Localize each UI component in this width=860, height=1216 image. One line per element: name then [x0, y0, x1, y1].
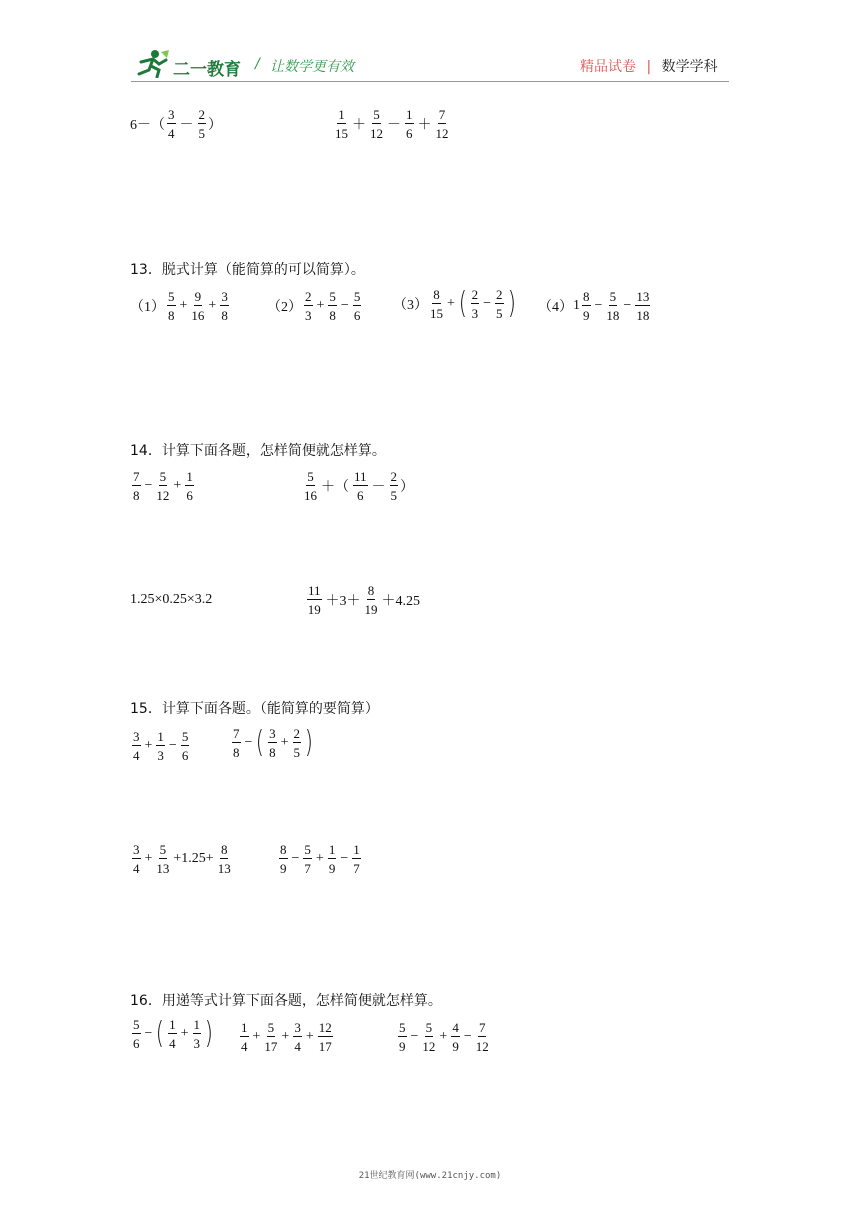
fraction: $\frac{3}{4}$: [133, 729, 140, 763]
header-subject: 数学学科: [661, 59, 718, 75]
q16-expression-1: $\frac{5}{6}$ − ( $\frac{1}{4}$ + $\frac{1}{3}$ ): [133, 1016, 213, 1051]
fraction: $\frac{5}{8}$: [329, 289, 336, 323]
q15-expression-1: $\frac{3}{4}$ + $\frac{1}{3}$ − $\frac{5}{6}$: [133, 729, 189, 763]
fraction: $\frac{11}{19}$: [307, 583, 321, 617]
q13-part-2: （2） $\frac{2}{3}$ + $\frac{5}{8}$ − $\frac{5}{6}$: [267, 289, 361, 323]
fraction: $\frac{2}{3}$: [305, 289, 312, 323]
fraction: $\frac{3}{4}$: [133, 842, 140, 876]
fraction: $\frac{5}{12}$: [422, 1020, 436, 1054]
fraction: $\frac{5}{12}$: [370, 107, 383, 141]
fraction: $\frac{1}{4}$: [241, 1020, 248, 1054]
header-bar: |: [646, 59, 652, 75]
fraction: $\frac{2}{5}$: [293, 726, 301, 760]
fraction: $\frac{3}{4}$: [168, 107, 175, 141]
header-slogan: 让数学更有效: [270, 59, 354, 75]
header-separator: /: [255, 56, 260, 72]
question-14-title: 14．计算下面各题，怎样简便就怎样算。: [130, 443, 386, 459]
q13-part-3: （3） $\frac{8}{15}$ + ( $\frac{2}{3}$ − $\frac{2}{5}$ ): [393, 286, 516, 321]
fraction: $\frac{5}{18}$: [606, 289, 620, 323]
q14-expression-2: $\frac{5}{16}$ ＋（ $\frac{11}{6}$ － $\frac{2}{5}$ ）: [304, 469, 415, 503]
top-expression-2: $\frac{1}{15}$ ＋ $\frac{5}{12}$ － $\frac{1}{6}$ ＋ $\frac{7}{12}$: [335, 107, 449, 141]
fraction: $\frac{1}{3}$: [193, 1017, 201, 1051]
fraction: $\frac{2}{5}$: [198, 107, 205, 141]
fraction: $\frac{1}{6}$: [186, 469, 193, 503]
q14-expression-1: $\frac{7}{8}$ − $\frac{5}{12}$ + $\frac{1}{6}$: [133, 469, 193, 503]
fraction: $\frac{5}{13}$: [156, 842, 170, 876]
question-15-title: 15．计算下面各题。（能简算的要简算）: [130, 701, 379, 717]
header-divider: [131, 81, 729, 82]
fraction: $\frac{7}{12}$: [435, 107, 449, 141]
fraction: $\frac{7}{8}$: [133, 469, 140, 503]
fraction: $\frac{1}{15}$: [335, 107, 348, 141]
q14-expression-3: 1.25×0.25×3.2: [130, 592, 213, 607]
q16-expression-3: $\frac{5}{9}$ − $\frac{5}{12}$ + $\frac{4}{9}$ − $\frac{7}{12}$: [399, 1020, 489, 1054]
fraction: $\frac{2}{5}$: [390, 469, 398, 503]
fraction: $\frac{1}{6}$: [406, 107, 413, 141]
fraction: $\frac{1}{7}$: [353, 842, 360, 876]
fraction: $\frac{8}{15}$: [430, 287, 443, 321]
q14-expression-4: $\frac{11}{19}$ ＋3＋ $\frac{8}{19}$ ＋4.25: [307, 583, 421, 617]
header-tag-premium: 精品试卷: [580, 59, 636, 75]
q13-part-4: （4） 1 $\frac{8}{9}$ − $\frac{5}{18}$ − $\frac{13}{18}$: [538, 289, 650, 323]
fraction: $\frac{1}{3}$: [157, 729, 164, 763]
fraction: $\frac{8}{13}$: [217, 842, 231, 876]
fraction: $\frac{5}{16}$: [304, 469, 317, 503]
logo-text: 二一教育: [173, 60, 241, 80]
fraction: $\frac{4}{9}$: [452, 1020, 459, 1054]
logo: [133, 48, 173, 78]
fraction: $\frac{5}{6}$: [181, 729, 189, 763]
q15-expression-3: $\frac{3}{4}$ + $\frac{5}{13}$ +1.25+ $\frac{8}{13}$: [133, 842, 231, 876]
q13-part-1: （1） $\frac{5}{8}$ + $\frac{9}{16}$ + $\frac{3}{8}$: [130, 289, 228, 323]
fraction: $\frac{5}{8}$: [168, 289, 175, 323]
fraction: $\frac{1}{9}$: [328, 842, 336, 876]
fraction: $\frac{5}{6}$: [133, 1017, 140, 1051]
fraction: $\frac{8}{19}$: [364, 583, 378, 617]
fraction: $\frac{8}{9}$: [583, 289, 590, 323]
header-right: [580, 56, 718, 76]
fraction: $\frac{5}{17}$: [264, 1020, 278, 1054]
fraction: $\frac{1}{4}$: [169, 1017, 176, 1051]
fraction: $\frac{11}{6}$: [354, 469, 367, 503]
fraction: $\frac{5}{12}$: [156, 469, 170, 503]
fraction: $\frac{2}{5}$: [496, 287, 503, 321]
fraction: $\frac{3}{8}$: [269, 726, 276, 760]
fraction: $\frac{3}{4}$: [294, 1020, 301, 1054]
fraction: $\frac{8}{9}$: [280, 842, 287, 876]
fraction: $\frac{5}{6}$: [353, 289, 361, 323]
fraction: $\frac{9}{16}$: [191, 289, 205, 323]
footer-source: 21世纪教育网(www.21cnjy.com): [358, 1171, 502, 1181]
fraction: $\frac{12}{17}$: [318, 1020, 332, 1054]
runner-logo-icon: [133, 48, 173, 78]
fraction: $\frac{5}{7}$: [304, 842, 311, 876]
question-13-title: 13．脱式计算（能简算的可以简算）。: [130, 262, 365, 278]
fraction: $\frac{3}{8}$: [221, 289, 228, 323]
fraction: $\frac{7}{8}$: [233, 726, 240, 760]
fraction: $\frac{13}{18}$: [636, 289, 650, 323]
fraction: $\frac{7}{12}$: [475, 1020, 489, 1054]
fraction: $\frac{5}{9}$: [399, 1020, 406, 1054]
q16-expression-2: $\frac{1}{4}$ + $\frac{5}{17}$ + $\frac{3}{4}$ + $\frac{12}{17}$: [241, 1020, 332, 1054]
top-expression-1: 6－（ $\frac{3}{4}$ － $\frac{2}{5}$ ）: [130, 107, 222, 141]
q15-expression-4: $\frac{8}{9}$ − $\frac{5}{7}$ + $\frac{1}{9}$ − $\frac{1}{7}$: [280, 842, 360, 876]
q15-expression-2: $\frac{7}{8}$ − ( $\frac{3}{8}$ + $\frac{2}{5}$ ): [233, 725, 313, 760]
question-16-title: 16．用递等式计算下面各题，怎样简便就怎样算。: [130, 993, 442, 1009]
fraction: $\frac{2}{3}$: [471, 287, 479, 321]
